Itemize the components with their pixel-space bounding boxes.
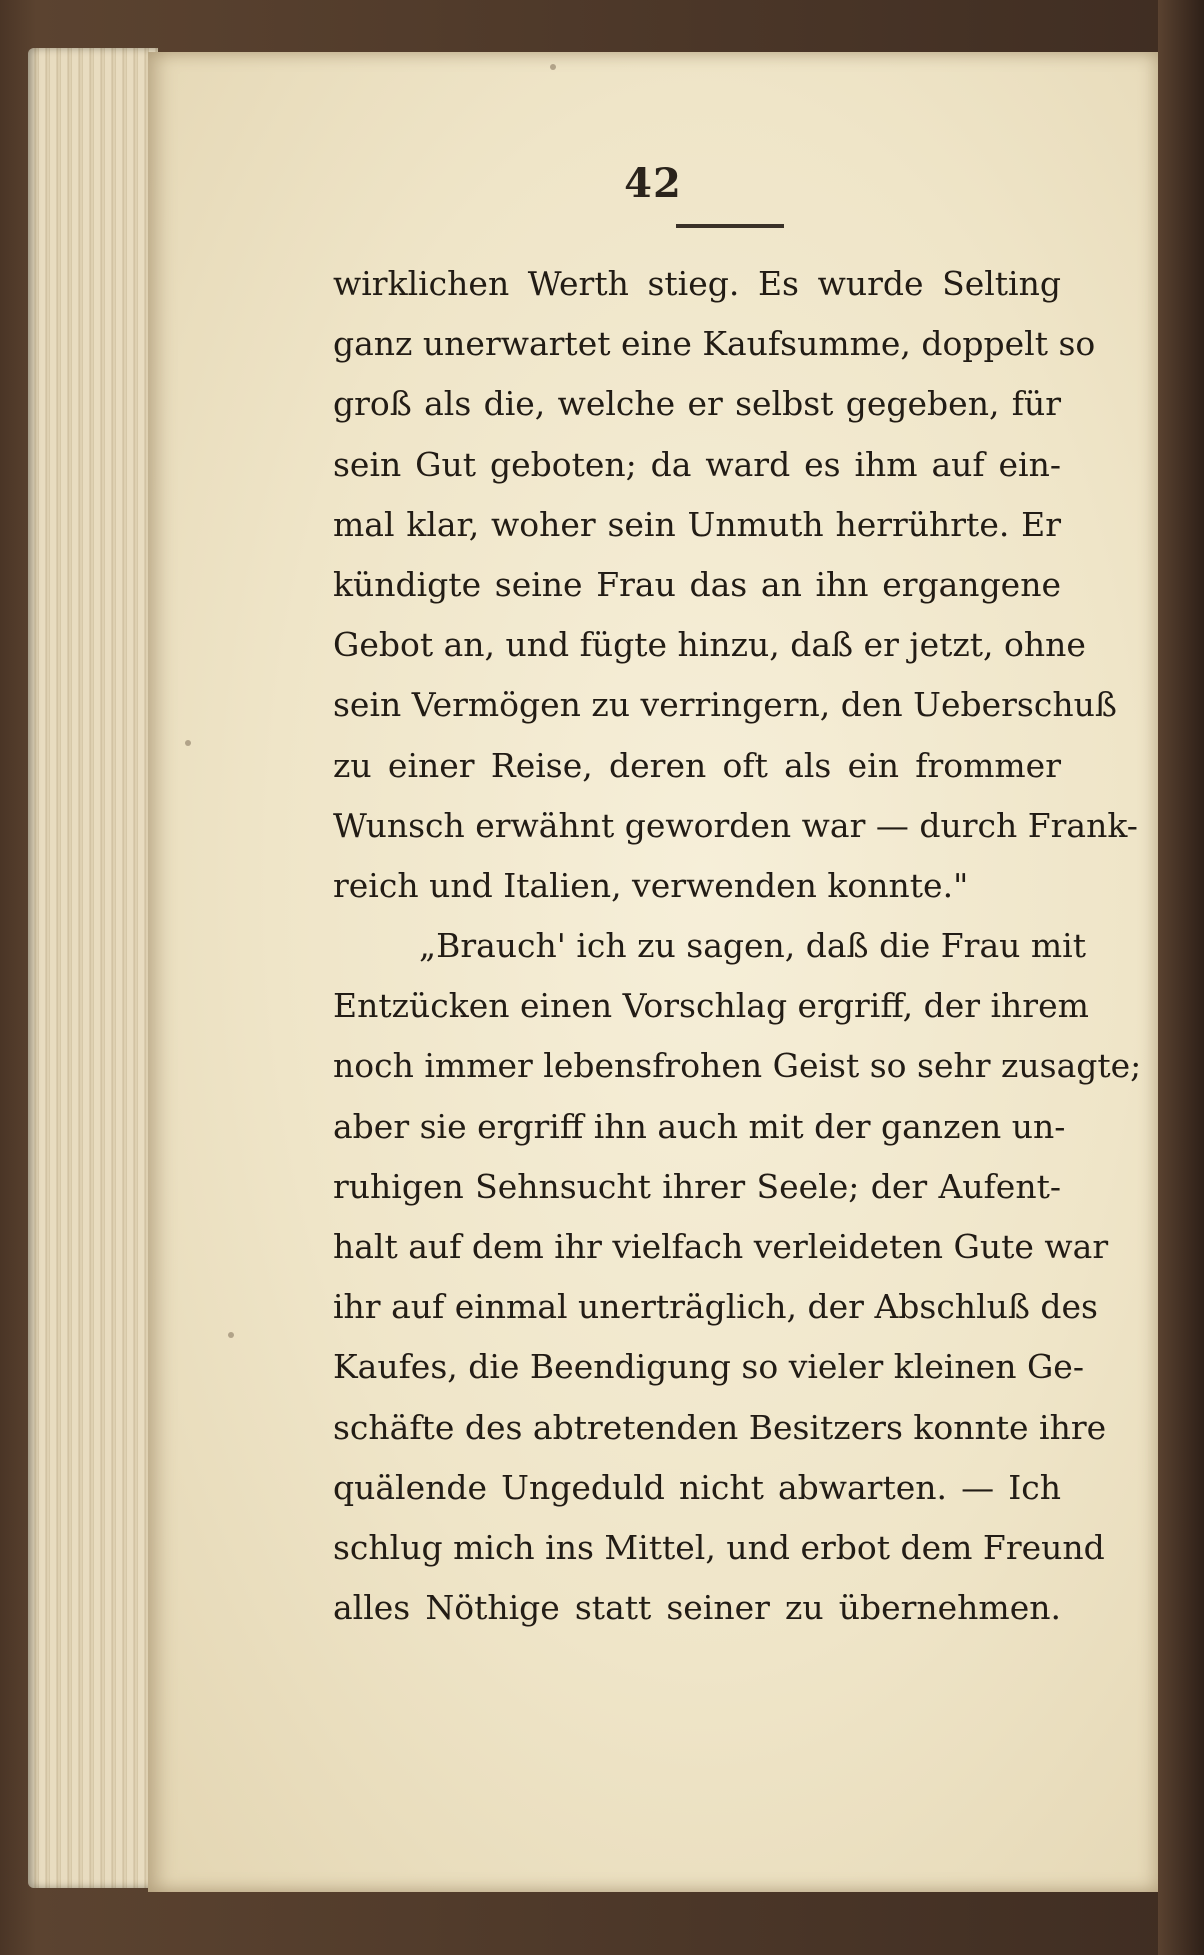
text-line: halt auf dem ihr vielfach verleideten Gute war	[333, 1227, 1109, 1266]
text-line: ganz unerwartet eine Kaufsumme, doppelt so	[333, 324, 1096, 364]
text-line: Gebot an, und fügte hinzu, daß er jetzt, ohne	[333, 625, 1086, 665]
text-line: wirklichen Werth stieg. Es wurde Selting	[333, 264, 1061, 303]
page-number: 42	[624, 160, 682, 207]
text-line: aber sie ergriff ihn auch mit der ganzen un-	[333, 1106, 1066, 1146]
text-line: zu einer Reise, deren oft als ein frommer	[333, 745, 1061, 785]
text-line: „Brauch' ich zu sagen, daß die Frau mit	[419, 926, 1086, 966]
text-line: ruhigen Sehnsucht ihrer Seele; der Aufent-	[333, 1166, 1061, 1206]
text-line: schäfte des abtretenden Besitzers konnte ihre	[333, 1407, 1107, 1447]
text-line: Wunsch erwähnt geworden war — durch Frank-	[333, 805, 1138, 845]
paper-speck	[185, 740, 191, 746]
text-line: Entzücken einen Vorschlag ergriff, der ihrem	[333, 986, 1089, 1026]
text-line: sein Gut geboten; da ward es ihm auf ein-	[333, 444, 1061, 484]
header-rule	[676, 224, 784, 228]
text-line: quälende Ungeduld nicht abwarten. — Ich	[333, 1467, 1061, 1507]
paper-speck	[228, 1332, 234, 1338]
text-line: noch immer lebensfrohen Geist so sehr zusagte;	[333, 1046, 1142, 1086]
text-line: schlug mich ins Mittel, und erbot dem Freund	[333, 1527, 1105, 1567]
text-line: reich und Italien, verwenden konnte."	[333, 865, 969, 905]
book-cover-edge	[1158, 0, 1204, 1955]
page-edges	[28, 48, 158, 1888]
text-line: mal klar, woher sein Unmuth herrührte. Er	[333, 504, 1061, 544]
book-page	[148, 52, 1158, 1892]
text-line: ihr auf einmal unerträglich, der Abschluß des	[333, 1287, 1098, 1327]
text-line: Kaufes, die Beendigung so vieler kleinen Ge-	[333, 1347, 1084, 1387]
text-line: kündigte seine Frau das an ihn ergangene	[333, 564, 1061, 604]
paper-speck	[550, 64, 556, 70]
body-text	[333, 254, 1142, 1638]
text-line: alles Nöthige statt seiner zu übernehmen.	[333, 1588, 1061, 1628]
text-line: sein Vermögen zu verringern, den Ueberschuß	[333, 685, 1117, 725]
text-line: groß als die, welche er selbst gegeben, für	[333, 384, 1061, 424]
